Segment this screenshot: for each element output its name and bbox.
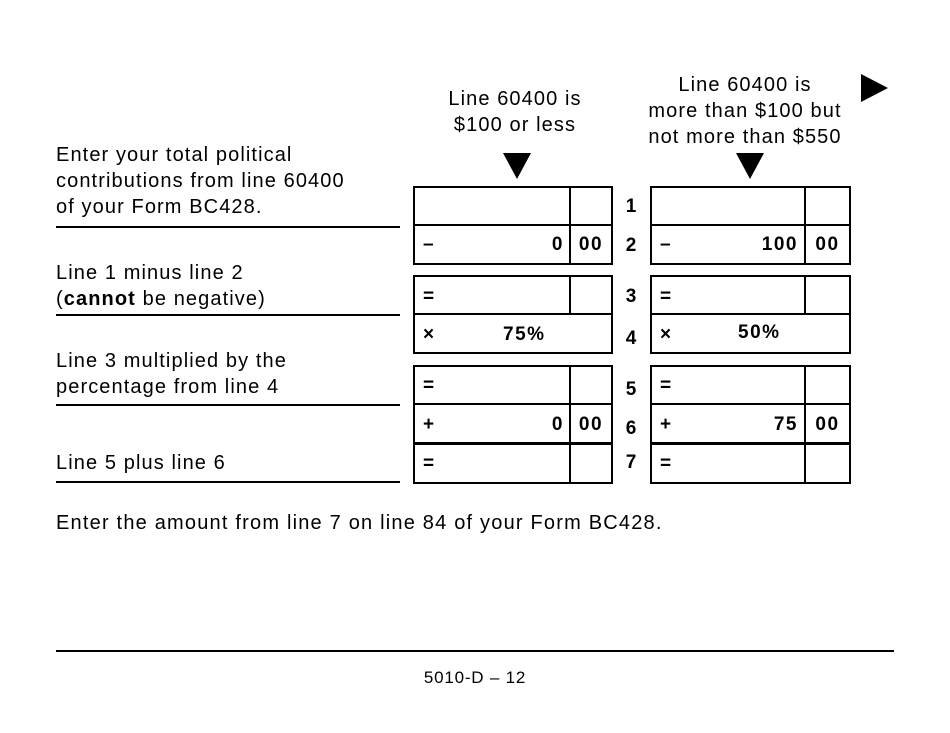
- column-a-line2-symbol: –: [423, 234, 434, 255]
- column-a-divider-1-2: [413, 224, 613, 226]
- line-number-2: 2: [625, 235, 637, 256]
- column-b-line2-symbol: –: [660, 234, 671, 255]
- column-a-line7-symbol: =: [423, 453, 435, 474]
- column-a-line5-symbol: =: [423, 375, 435, 396]
- line-number-3: 3: [625, 286, 637, 307]
- column-a-heading-line2: $100 or less: [453, 114, 577, 136]
- column-b-line7-cents-field[interactable]: [806, 445, 849, 482]
- final-instruction: Enter the amount from line 7 on line 84 of your Form BC428.: [56, 512, 663, 534]
- line-number-7: 7: [625, 452, 637, 473]
- column-b-line6-cents: 00: [815, 414, 840, 435]
- column-b-line2-dollars: 100: [761, 234, 798, 255]
- column-b-line4-percent: 50%: [738, 322, 781, 343]
- line-number-6: 6: [625, 418, 637, 439]
- line-number-5: 5: [625, 379, 637, 400]
- column-b-line6-dollars: 75: [773, 414, 798, 435]
- column-b-heading-line2: more than $100 but: [648, 100, 842, 122]
- column-a-pointer-icon: [503, 153, 531, 179]
- column-b-line1-cents-field[interactable]: [806, 188, 849, 224]
- line7-rule: [56, 481, 400, 483]
- column-a-line7-dollars-field[interactable]: [440, 445, 569, 482]
- line7-description: [56, 450, 226, 476]
- line5-rule: [56, 404, 400, 406]
- column-a-line5-dollars-field[interactable]: [440, 367, 569, 403]
- line5-desc-text2: percentage from line 4: [56, 376, 280, 398]
- line3-desc-rest: be negative): [135, 288, 266, 310]
- column-a-line3-dollars-field[interactable]: [440, 277, 569, 313]
- column-a-line1-cents-field[interactable]: [571, 188, 611, 224]
- column-b-line4-symbol: ×: [660, 324, 672, 345]
- column-b-line5-dollars-field[interactable]: [677, 367, 804, 403]
- column-a-line4-symbol: ×: [423, 324, 435, 345]
- line3-desc-bold: cannot: [63, 288, 136, 310]
- column-b-line5-cents-field[interactable]: [806, 367, 849, 403]
- column-b-pointer-icon: [736, 153, 764, 179]
- line1-rule: [56, 226, 400, 228]
- line1-description: [56, 142, 345, 220]
- column-a-line6-cents: 00: [578, 414, 604, 435]
- column-a-divider-3-4: [413, 313, 613, 315]
- column-b-line5-symbol: =: [660, 375, 672, 396]
- column-a-line3-cents-field[interactable]: [571, 277, 611, 313]
- column-a-line4-percent: 75%: [503, 324, 546, 345]
- continue-arrow-icon: [861, 74, 888, 102]
- line3-desc-open: (: [56, 288, 64, 310]
- column-a-heading: [415, 86, 615, 138]
- column-b-line7-dollars-field[interactable]: [677, 445, 804, 482]
- line1-desc-text3: of your Form BC428.: [56, 196, 263, 218]
- column-b-line2-cents: 00: [815, 234, 840, 255]
- column-a-line6-symbol: +: [423, 414, 435, 435]
- line3-desc-text1: Line 1 minus line 2: [56, 262, 244, 284]
- line-number-1: 1: [625, 196, 637, 217]
- column-b-heading-line3: not more than $550: [648, 126, 842, 148]
- line3-rule: [56, 314, 400, 316]
- column-b-line1-dollars-field[interactable]: [652, 188, 804, 224]
- line7-desc-text1: Line 5 plus line 6: [56, 452, 226, 474]
- column-b-line7-symbol: =: [660, 453, 672, 474]
- column-b-heading-line1: Line 60400 is: [678, 74, 812, 96]
- line1-desc-text2: contributions from line 60400: [56, 170, 345, 192]
- line3-desc-text2: [56, 286, 266, 312]
- column-b-line6-symbol: +: [660, 414, 672, 435]
- line5-description: [56, 348, 287, 400]
- footer-rule: [56, 650, 894, 652]
- column-a-line5-cents-field[interactable]: [571, 367, 611, 403]
- column-a-line3-symbol: =: [423, 286, 435, 307]
- column-b-divider-5-6: [650, 403, 851, 405]
- line3-description: [56, 260, 266, 312]
- column-b-line3-dollars-field[interactable]: [677, 277, 804, 313]
- page-footer: 5010-D – 12: [423, 668, 527, 687]
- line1-desc-text1: Enter your total political: [56, 144, 293, 166]
- column-a-line6-dollars: 0: [551, 414, 564, 435]
- column-b-line3-symbol: =: [660, 286, 672, 307]
- column-a-line1-dollars-field[interactable]: [415, 188, 569, 224]
- column-a-line2-dollars: 0: [551, 234, 564, 255]
- column-b-divider-3-4: [650, 313, 851, 315]
- column-b-line3-cents-field[interactable]: [806, 277, 849, 313]
- column-a-line7-cents-field[interactable]: [571, 445, 611, 482]
- column-a-divider-5-6: [413, 403, 613, 405]
- column-b-divider-1-2: [650, 224, 851, 226]
- column-b-heading: [628, 72, 862, 150]
- line-number-4: 4: [625, 328, 637, 349]
- column-a-line2-cents: 00: [578, 234, 604, 255]
- column-a-heading-line1: Line 60400 is: [448, 88, 582, 110]
- line5-desc-text1: Line 3 multiplied by the: [56, 350, 287, 372]
